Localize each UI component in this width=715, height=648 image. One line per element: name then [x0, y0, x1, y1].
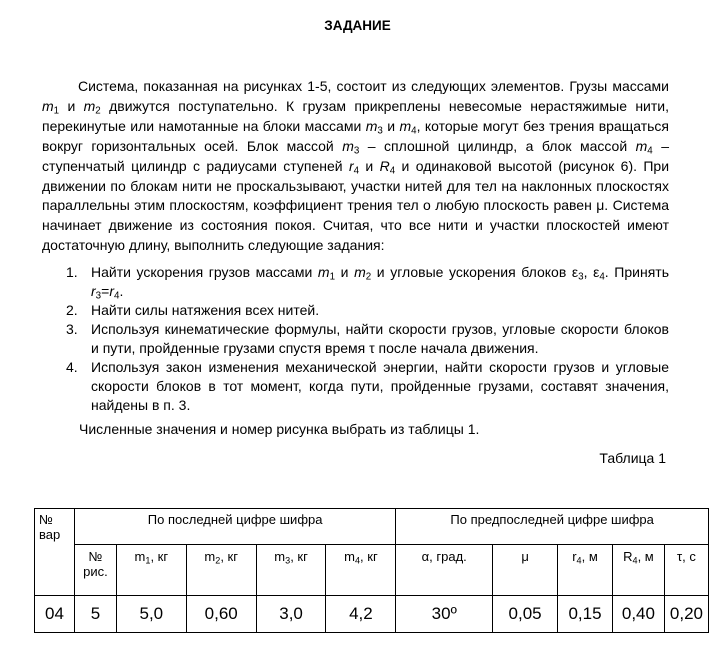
page-title: ЗАДАНИЕ [324, 18, 391, 33]
task-item [42, 320, 669, 358]
header-m4: $m_4$, кг [326, 545, 396, 596]
sub-index: 3 [353, 145, 360, 157]
table-subheader-row [35, 545, 709, 596]
problem-paragraph [42, 77, 669, 256]
table-header-row [35, 509, 709, 545]
cell-R4: 0,40 [612, 596, 664, 633]
text-run: Найти ускорения грузов массами [91, 264, 318, 280]
header-variant: № вар [35, 509, 75, 596]
var-m1: m [42, 97, 54, 114]
text-run: = [101, 283, 110, 299]
data-table [34, 508, 709, 633]
header-figure: № рис. [74, 545, 116, 596]
task-number: 1. [66, 264, 78, 280]
text-run: . Принять [604, 264, 669, 280]
task-text: Используя кинематические формулы, найти скорости грузов, угловые скорости блоков и пути, пройденные грузами спустя время τ после начала движения. [91, 321, 669, 356]
sub-index: 4 [353, 165, 360, 177]
text-run: , которые могут без трения вращаться вокруг горизонтальных осей. Блок массой [42, 117, 669, 154]
sub-index: 2 [365, 271, 372, 283]
sub-index: 4 [113, 290, 120, 302]
sub-index: 1 [53, 105, 60, 117]
cell-tau: 0,20 [664, 596, 708, 633]
table-caption: Таблица 1 [599, 450, 666, 466]
sub-index: 3 [95, 290, 102, 302]
text-run: – сплошной цилиндр, а блок массой [359, 137, 636, 154]
cell-m2: 0,60 [186, 596, 256, 633]
var-m3: m [342, 137, 354, 154]
var-r4: r [109, 283, 114, 299]
task-list [42, 263, 669, 415]
header-m3: $m_3$, кг [256, 545, 326, 596]
sub-index: 4 [389, 165, 396, 177]
var-m2: m [83, 97, 96, 114]
sub-index: 2 [95, 105, 101, 117]
cell-alpha: 30º [396, 596, 493, 633]
cell-figure: 5 [74, 596, 116, 633]
var-R4: R [379, 157, 390, 174]
text-run: и [59, 97, 84, 114]
sub-index: 4 [599, 271, 605, 283]
header-m1: $m_1$, кг [116, 545, 186, 596]
text-run: и [359, 157, 380, 174]
cell-m4: 4,2 [326, 596, 396, 633]
task-number: 2. [66, 302, 78, 318]
task-item [42, 263, 669, 301]
task-text: Найти силы натяжения всех нитей. [91, 302, 320, 318]
text-run: и угловые ускорения блоков ε [371, 264, 579, 280]
text-run: движутся поступательно. К грузам прикреплены невесомые нерастяжимые нити, перекинутые или намотанные на блоки массами [42, 97, 669, 134]
text-run: . [119, 283, 124, 299]
task-number: 4. [66, 359, 78, 375]
task-number: 3. [66, 321, 78, 337]
text-run: Система, показанная на рисунках 1-5, состоит из следующих элементов. Грузы массами [78, 78, 669, 94]
cell-mu: 0,05 [493, 596, 558, 633]
text-run: – ступенчатый цилиндр с радиусами ступеней [42, 137, 669, 174]
task-text: Используя закон изменения механической энергии, найти скорости грузов и угловые скорости блоков в тот момент, когда пути, пройденные грузами, составят значения, найдены в п. 3. [91, 359, 669, 413]
header-R4: $R_4$, м [612, 545, 664, 596]
header-r4: $r_4$, м [558, 545, 613, 596]
table-row [35, 596, 709, 633]
task-item [42, 301, 669, 320]
header-mu: μ [493, 545, 558, 596]
cell-m1: 5,0 [116, 596, 186, 633]
header-tau: τ, с [664, 545, 708, 596]
header-alpha: α, град. [396, 545, 493, 596]
var-m4: m [635, 137, 648, 154]
text-run: и [335, 264, 355, 280]
var-m1: m [317, 264, 330, 280]
task-item [42, 358, 669, 415]
sub-index: 3 [578, 271, 584, 283]
sub-index: 1 [329, 271, 336, 283]
var-r4: r [348, 157, 354, 174]
header-m2: $m_2$, кг [186, 545, 256, 596]
sub-index: 4 [647, 145, 653, 157]
cell-variant: 04 [35, 596, 75, 633]
var-m2: m [354, 264, 366, 280]
header-group-prelast-digit: По предпоследней цифре шифра [396, 509, 709, 545]
var-m4: m [399, 117, 412, 134]
var-m3: m [365, 117, 378, 134]
sub-index: 3 [377, 125, 383, 137]
header-group-last-digit: По последней цифре шифра [74, 509, 395, 545]
cell-m3: 3,0 [256, 596, 326, 633]
sub-index: 4 [411, 125, 417, 137]
cell-r4: 0,15 [558, 596, 613, 633]
table-instruction: Численные значения и номер рисунка выбрать из таблицы 1. [79, 421, 480, 437]
var-r3: r [91, 283, 96, 299]
text-run: и одинаковой высотой (рисунок 6). При движении по блокам нити не проскальзывают, участки нитей для тел на наклонных плоскостях параллельны этим плоскостям, коэффициент трения тел о любую плоскость равен μ. Система начинает движение из состояния покоя. Считая, что все нити и участки плоскостей имеют достаточную длину, выполнить следующие задания: [42, 157, 670, 254]
text-run: и [382, 117, 400, 134]
text-run: , ε [583, 264, 600, 280]
